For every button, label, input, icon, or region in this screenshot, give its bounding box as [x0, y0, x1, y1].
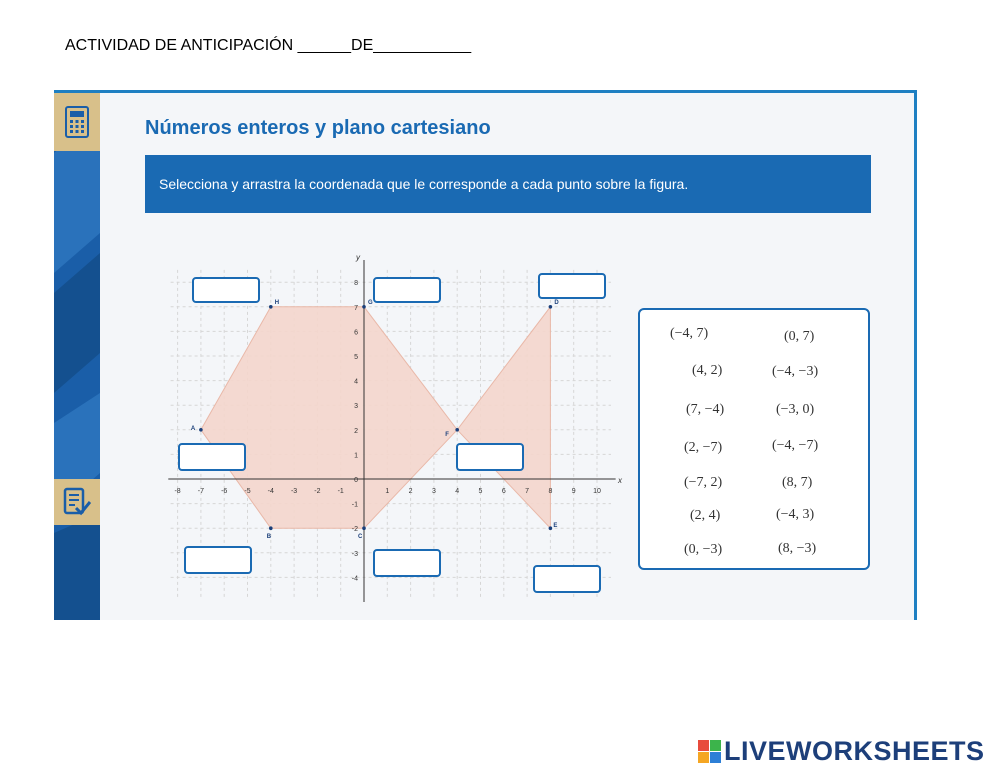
- x-tick-label: -5: [244, 488, 251, 495]
- drop-box-e[interactable]: [533, 565, 601, 593]
- drop-box-h[interactable]: [192, 277, 260, 303]
- checklist-icon: [63, 487, 91, 517]
- point-d: [549, 305, 553, 309]
- drop-box-g[interactable]: [373, 277, 441, 303]
- drop-box-b[interactable]: [184, 546, 252, 574]
- coord-chip[interactable]: (2, −7): [684, 440, 723, 455]
- coord-chip[interactable]: (−4, 3): [776, 507, 815, 522]
- x-tick-label: -3: [290, 488, 298, 495]
- point-c: [362, 526, 366, 530]
- y-tick-label: 3: [354, 403, 358, 411]
- y-tick-label: -4: [351, 575, 358, 583]
- coord-chip[interactable]: (−4, −3): [772, 364, 819, 379]
- point-b: [269, 526, 273, 530]
- point-label-g: G: [368, 299, 373, 306]
- x-tick-label: 7: [525, 488, 530, 495]
- brand-logo: [698, 736, 985, 767]
- y-tick-label: 2: [354, 427, 358, 435]
- y-tick-label: 5: [354, 354, 358, 361]
- instruction-banner: Selecciona y arrastra la coordenada que le corresponde a cada punto sobre la figura.: [145, 155, 871, 213]
- cartesian-plane: [100, 93, 660, 620]
- x-tick-label: 5: [478, 488, 483, 495]
- x-tick-label: 8: [548, 488, 553, 495]
- coord-chip[interactable]: (−7, 2): [684, 475, 723, 490]
- point-label-b: B: [266, 534, 272, 541]
- point-label-h: H: [274, 299, 280, 306]
- y-tick-label: 4: [354, 378, 358, 386]
- y-tick-label: -3: [351, 550, 358, 558]
- blocks-logo-icon: [698, 740, 722, 764]
- coord-chip[interactable]: (7, −4): [686, 402, 725, 417]
- x-tick-label: 3: [431, 488, 436, 495]
- lesson-title: Números enteros y plano cartesiano: [145, 117, 491, 139]
- y-tick-label: 6: [354, 329, 358, 337]
- coord-chip[interactable]: (−4, 7): [670, 326, 709, 341]
- x-axis-label: x: [617, 476, 622, 485]
- point-label-c: C: [358, 534, 363, 541]
- coord-chip[interactable]: (8, −3): [778, 541, 817, 556]
- brand-name: LIVEWORKSHEETS: [724, 736, 985, 766]
- x-tick-label: -6: [221, 488, 228, 495]
- y-tick-label: -2: [351, 526, 358, 534]
- coord-chip[interactable]: (2, 4): [690, 508, 721, 523]
- drop-box-d[interactable]: [538, 273, 606, 299]
- x-tick-label: 10: [593, 488, 601, 495]
- point-e: [549, 526, 553, 530]
- coord-chip[interactable]: (−4, −7): [772, 438, 819, 453]
- x-tick-label: -2: [314, 488, 321, 495]
- drop-box-f[interactable]: [456, 443, 524, 471]
- x-tick-label: -4: [267, 488, 274, 495]
- sidebar: [54, 93, 100, 620]
- coord-chip[interactable]: (−3, 0): [776, 402, 815, 417]
- x-tick-label: -1: [337, 488, 344, 495]
- coord-chip[interactable]: (0, 7): [784, 329, 815, 344]
- worksheet-header: ACTIVIDAD DE ANTICIPACIÓN ______DE___________: [65, 37, 472, 54]
- point-h: [269, 305, 273, 309]
- point-label-d: D: [554, 299, 559, 306]
- sidebar-pattern: [54, 93, 100, 620]
- y-axis-label: y: [356, 253, 360, 263]
- x-tick-label: -7: [197, 488, 205, 495]
- calculator-icon: [65, 106, 89, 138]
- x-tick-label: 6: [501, 488, 506, 495]
- coord-chip[interactable]: (4, 2): [692, 363, 723, 378]
- coordinate-bank: [638, 308, 870, 570]
- point-a: [199, 428, 203, 432]
- app-frame: [54, 90, 917, 620]
- y-tick-label: -1: [351, 501, 358, 509]
- point-f: [455, 428, 459, 432]
- point-label-e: E: [553, 523, 558, 530]
- x-tick-label: 1: [385, 488, 390, 495]
- figure-shape: [201, 304, 551, 528]
- y-tick-label: 1: [354, 452, 358, 460]
- calculator-button[interactable]: [54, 93, 100, 151]
- coord-chip[interactable]: (0, −3): [684, 542, 723, 557]
- y-tick-label: 8: [354, 280, 358, 288]
- point-label-f: F: [445, 431, 449, 438]
- coord-chip[interactable]: (8, 7): [782, 475, 813, 490]
- point-label-a: A: [190, 425, 196, 432]
- y-tick-label: 0: [354, 477, 358, 484]
- checklist-button[interactable]: [54, 479, 100, 525]
- x-tick-label: 9: [571, 488, 576, 495]
- x-tick-label: -8: [174, 488, 181, 495]
- point-g: [362, 305, 366, 309]
- y-tick-label: 7: [354, 304, 358, 312]
- lesson-panel: [100, 93, 914, 620]
- x-tick-label: 4: [455, 488, 460, 495]
- drop-box-c[interactable]: [373, 549, 441, 577]
- x-tick-label: 2: [408, 488, 413, 495]
- drop-box-a[interactable]: [178, 443, 246, 471]
